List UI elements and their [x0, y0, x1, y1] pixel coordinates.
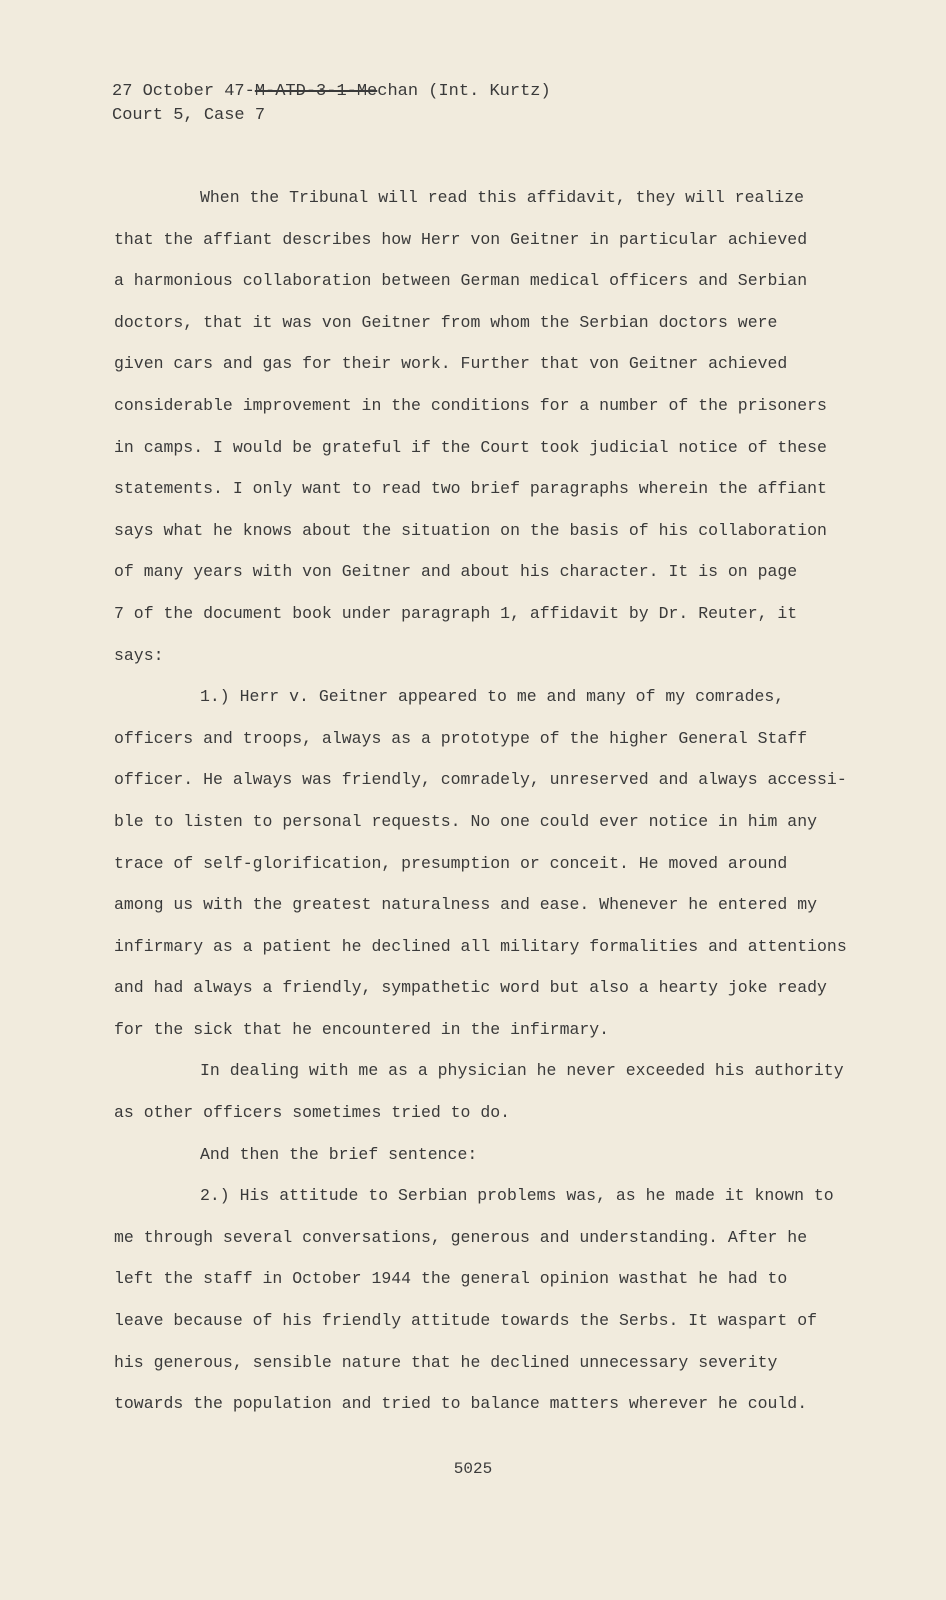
text-line: leave because of his friendly attitude towards the Serbs. It waspart of	[114, 1311, 818, 1331]
document-header	[112, 80, 551, 128]
text-line: left the staff in October 1944 the general opinion wasthat he had to	[114, 1269, 788, 1289]
header-struck-code: M-ATD-3-1-Me	[254, 82, 378, 101]
header-date-line	[112, 80, 551, 104]
text-line: that the affiant describes how Herr von Geitner in particular achieved	[114, 229, 808, 249]
text-line: and had always a friendly, sympathetic word but also a hearty joke ready	[114, 978, 827, 998]
text-line: his generous, sensible nature that he declined unnecessary severity	[114, 1352, 778, 1372]
text-line: towards the population and tried to balance matters wherever he could.	[114, 1394, 808, 1414]
text-line: 1.) Herr v. Geitner appeared to me and many of my comrades,	[200, 687, 785, 707]
text-line: In dealing with me as a physician he never exceeded his authority	[200, 1061, 844, 1081]
text-line: says:	[114, 645, 164, 665]
header-court-case: Court 5, Case 7	[112, 106, 266, 125]
text-line: infirmary as a patient he declined all military formalities and attentions	[114, 936, 847, 956]
text-line: 7 of the document book under paragraph 1, affidavit by Dr. Reuter, it	[114, 603, 798, 623]
text-line: a harmonious collaboration between German medical officers and Serbian	[114, 271, 808, 291]
text-line: officer. He always was friendly, comradely, unreserved and always accessi-	[114, 770, 847, 790]
header-date: 27 October 47-	[112, 82, 255, 101]
text-line: trace of self-glorification, presumption or conceit. He moved around	[114, 853, 788, 873]
text-line: me through several conversations, generous and understanding. After he	[114, 1227, 808, 1247]
text-line: for the sick that he encountered in the infirmary.	[114, 1019, 610, 1039]
text-line: in camps. I would be grateful if the Court took judicial notice of these	[114, 437, 827, 457]
text-line: given cars and gas for their work. Further that von Geitner achieved	[114, 354, 788, 374]
text-line: doctors, that it was von Geitner from whom the Serbian doctors were	[114, 312, 778, 332]
text-line: as other officers sometimes tried to do.	[114, 1103, 511, 1123]
text-line: among us with the greatest naturalness and ease. Whenever he entered my	[114, 895, 818, 915]
text-line: 2.) His attitude to Serbian problems was, as he made it known to	[200, 1186, 834, 1206]
text-line: of many years with von Geitner and about his character. It is on page	[114, 562, 798, 582]
text-line: And then the brief sentence:	[200, 1144, 478, 1164]
text-line: ble to listen to personal requests. No one could ever notice in him any	[114, 811, 818, 831]
text-line: says what he knows about the situation on the basis of his collaboration	[114, 520, 827, 540]
text-line: When the Tribunal will read this affidavit, they will realize	[200, 188, 804, 207]
page-number: 5025	[453, 1460, 493, 1478]
text-line: officers and troops, always as a prototype of the higher General Staff	[114, 728, 808, 748]
header-trailing: chan (Int. Kurtz)	[377, 82, 551, 101]
body-text	[114, 177, 874, 1425]
text-line: considerable improvement in the conditions for a number of the prisoners	[114, 395, 827, 415]
text-line: statements. I only want to read two brief paragraphs wherein the affiant	[114, 479, 827, 499]
